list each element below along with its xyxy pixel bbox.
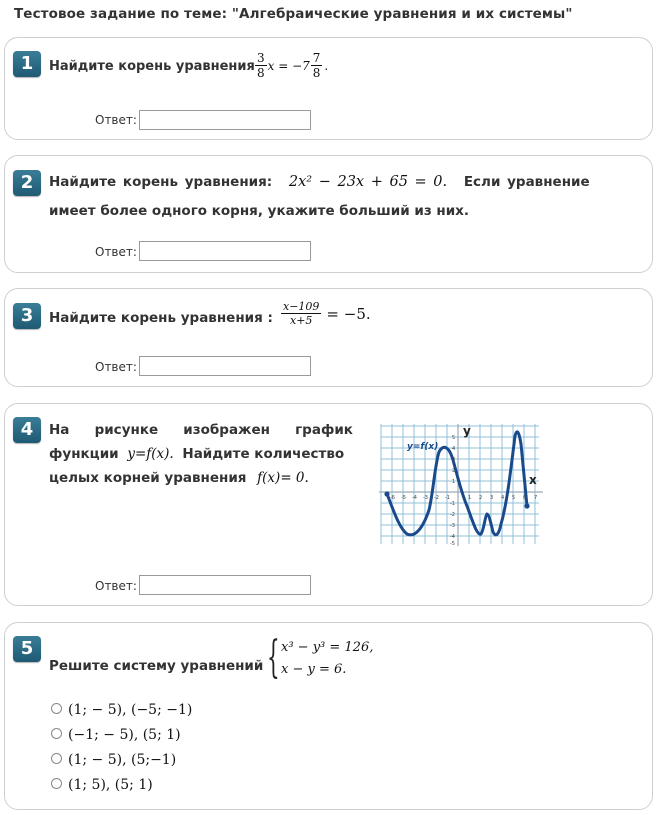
question-text [49, 174, 590, 190]
answer-option[interactable] [51, 727, 181, 743]
y-tick-label: 5 [452, 435, 456, 441]
fraction-denominator: 8 [312, 66, 321, 80]
x-tick-label: 7 [534, 495, 538, 501]
y-tick-label: -3 [450, 523, 455, 529]
y-tick-label: -5 [450, 541, 455, 546]
question-text-line-2: имеет более одного корня, укажите больший из них. [49, 203, 470, 219]
fraction-numerator: x−109 [283, 300, 320, 313]
answer-option[interactable] [51, 752, 176, 768]
word: На [49, 422, 70, 438]
x-tick-label: 3 [490, 495, 494, 501]
mixed-fraction [311, 52, 323, 79]
radio-button[interactable] [51, 778, 62, 789]
x-tick-label: 2 [479, 495, 483, 501]
equation: 2x² − 23x + 65 = 0. [288, 174, 448, 190]
answer-label: Ответ: [95, 113, 137, 127]
equation [281, 301, 371, 326]
function-graph [377, 424, 545, 546]
system-of-equations [267, 632, 374, 683]
word: рисунке [94, 422, 159, 438]
system-brace: { [267, 632, 280, 683]
question-prompt: Найдите корень уравнения : [49, 310, 273, 326]
fraction-denominator: x+5 [290, 314, 313, 327]
y-tick-label: 2 [452, 468, 456, 474]
text: функции [49, 446, 119, 462]
equation [255, 52, 328, 79]
text: Найдите количество [182, 446, 345, 462]
question-text-line-2 [49, 446, 353, 462]
word: график [295, 422, 353, 438]
x-tick-label: -4 [412, 495, 417, 501]
curve-endpoint [384, 491, 389, 496]
fraction-numerator: 3 [257, 51, 265, 65]
word: изображен [183, 422, 270, 438]
question-prompt: Найдите корень уравнения [49, 59, 255, 74]
option-label: (1; 5), (5; 1) [68, 777, 153, 793]
question-prompt: Решите систему уравнений [49, 658, 264, 674]
curve-endpoint [524, 503, 529, 508]
x-tick-label: -2 [434, 495, 439, 501]
fraction-numerator: 7 [312, 51, 321, 65]
option-label: (1; − 5), (5;−1) [68, 752, 177, 768]
radio-button[interactable] [51, 728, 62, 739]
equation-end: . [324, 58, 329, 73]
y-tick-label: 1 [452, 479, 456, 485]
x-tick-label: 1 [468, 495, 472, 501]
answer-input[interactable] [139, 110, 311, 130]
question-text-line-1 [49, 422, 353, 438]
question-prompt-continued: Если уравнение [463, 174, 590, 190]
answer-option[interactable] [51, 702, 192, 718]
question-number-badge: 4 [13, 417, 41, 443]
text: целых корней уравнения [49, 470, 247, 486]
answer-input[interactable] [139, 241, 311, 261]
question-number-badge: 2 [13, 170, 41, 196]
x-tick-label: 4 [501, 495, 505, 501]
fraction [281, 301, 321, 326]
y-axis-label: y [463, 424, 471, 438]
answer-input[interactable] [139, 356, 311, 376]
x-tick-label: -6 [390, 495, 395, 501]
question-text [49, 59, 255, 74]
y-tick-label: -4 [450, 534, 455, 540]
question-prompt: Найдите корень уравнения: [49, 174, 273, 190]
answer-input[interactable] [139, 575, 311, 595]
option-label: (1; − 5), (−5; −1) [68, 702, 193, 718]
fraction-denominator: 8 [257, 66, 265, 80]
answer-label: Ответ: [95, 579, 137, 593]
question-number-badge: 3 [13, 303, 41, 329]
question-card-2 [4, 155, 653, 273]
x-tick-label: -1 [445, 495, 450, 501]
radio-button[interactable] [51, 753, 62, 764]
math-inline: y=f(x). [127, 446, 174, 462]
question-card-3 [4, 288, 653, 387]
fraction [255, 52, 267, 79]
answer-label: Ответ: [95, 360, 137, 374]
equation-end: = −5. [326, 304, 371, 323]
question-number-badge: 5 [13, 636, 41, 662]
x-tick-label: 5 [512, 495, 516, 501]
y-tick-label: 4 [452, 446, 456, 452]
math-inline: f(x)= 0. [257, 470, 309, 486]
system-equation-2: x − y = 6. [281, 662, 347, 677]
question-number-badge: 1 [13, 51, 41, 77]
x-tick-label: 6 [523, 495, 527, 501]
x-axis-label: x [529, 473, 537, 487]
question-text-line-3 [49, 470, 353, 486]
x-tick-label: -3 [423, 495, 428, 501]
answer-option[interactable] [51, 777, 153, 793]
question-card-1 [4, 37, 653, 140]
y-tick-label: -1 [450, 501, 455, 507]
y-tick-label: -2 [450, 512, 455, 518]
question-card-5 [4, 622, 653, 810]
option-label: (−1; − 5), (5; 1) [68, 727, 181, 743]
page-title: Тестовое задание по теме: "Алгебраические уравнения и их системы" [14, 6, 573, 22]
question-text [49, 422, 353, 486]
y-tick-label: 3 [452, 457, 456, 463]
equation-middle: x = −7 [267, 58, 310, 73]
function-label: y=f(x) [407, 442, 439, 452]
radio-button[interactable] [51, 703, 62, 714]
answer-label: Ответ: [95, 245, 137, 259]
system-equation-1: x³ − y³ = 126, [281, 640, 374, 655]
question-card-4 [4, 403, 653, 606]
x-tick-label: -5 [401, 495, 406, 501]
